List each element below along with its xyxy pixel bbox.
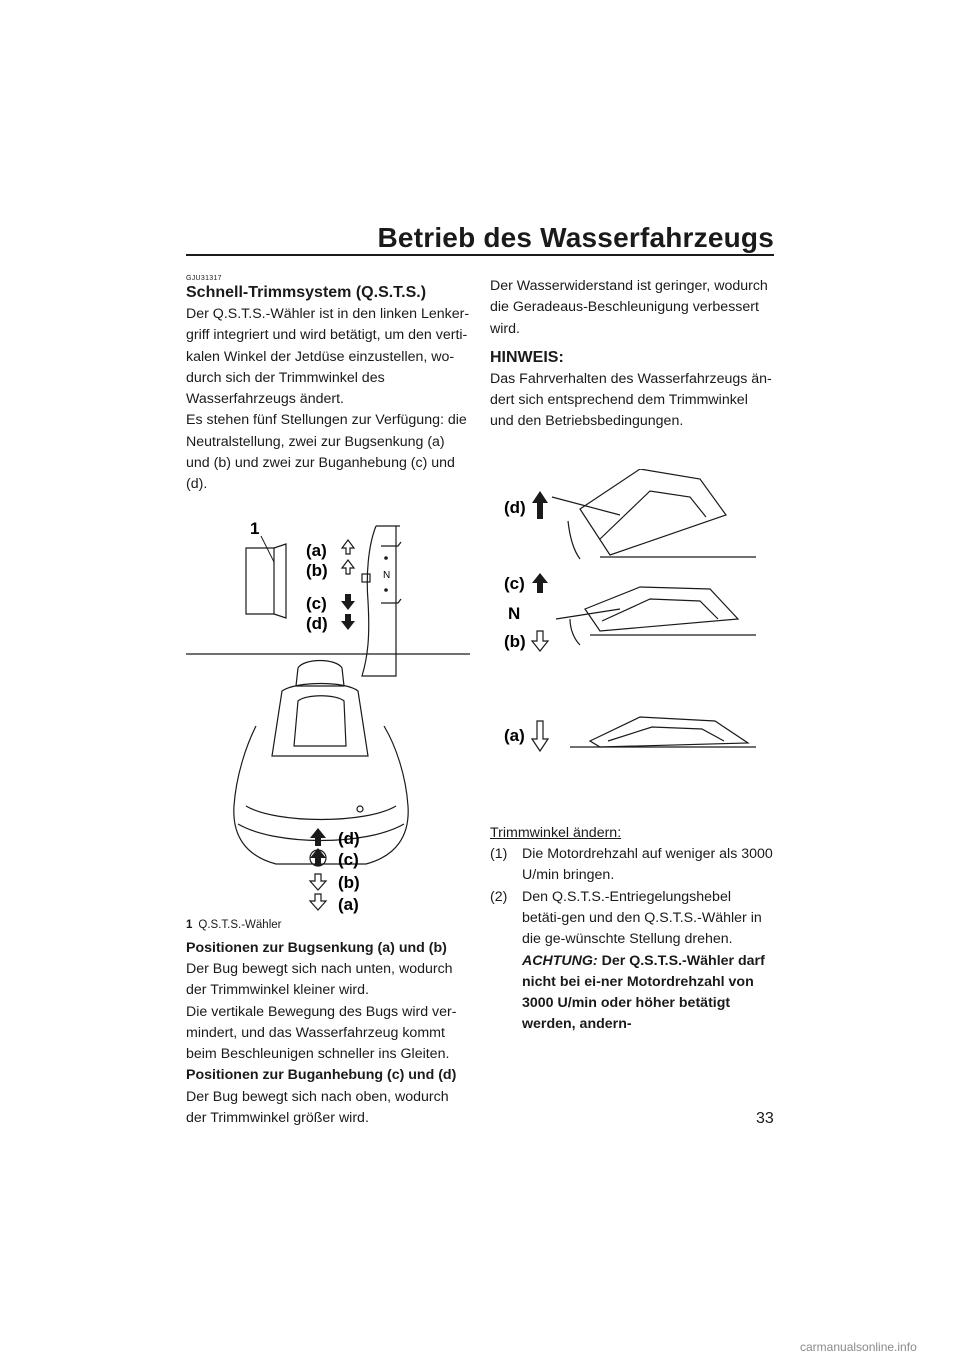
figure-caption — [186, 918, 470, 932]
arrow-up-outline-icon — [342, 540, 354, 574]
rear-arrow-down-icon — [310, 874, 326, 910]
page-number: 33 — [756, 1110, 774, 1127]
selector-figure — [186, 506, 470, 876]
rear-arrow-up-icon — [310, 828, 326, 866]
lowering-heading: Positionen zur Bugsenkung (a) und (b) — [186, 939, 447, 956]
section-code: GJU31317 — [186, 275, 222, 282]
arrow-down-solid-icon — [341, 594, 355, 630]
trim-arrow-a-icon — [532, 721, 548, 751]
raising-heading: Positionen zur Buganhebung (c) und (d) — [186, 1067, 457, 1084]
trim-label-a: (a) — [504, 725, 525, 745]
procedure-step — [490, 887, 774, 1036]
step-number: (1) — [490, 846, 508, 863]
trim-label-n: N — [508, 603, 521, 623]
title-rule — [186, 254, 774, 256]
switch-n-label: N — [383, 569, 391, 581]
rear-label-d: (d) — [338, 828, 360, 848]
label-c: (c) — [306, 593, 327, 613]
raising-text-2: Der Wasserwiderstand ist geringer, wodurch die Geradeaus-Beschleunigung verbessert wird. — [490, 278, 768, 337]
note-heading: HINWEIS: — [490, 348, 564, 366]
caption-text: Q.S.T.S.-Wähler — [198, 918, 282, 931]
step-text: Den Q.S.T.S.-Entriegelungshebel betäti-gen und den Q.S.T.S.-Wähler in die ge-wünschte Stellung drehen. — [522, 888, 762, 948]
procedure-step — [490, 844, 774, 887]
watermark: carmanualsonline.info — [800, 1340, 917, 1354]
warning-text: Der Q.S.T.S.-Wähler darf nicht bei ei-ner Motordrehzahl von 3000 U/min oder höher betätigt werden, andern- — [522, 952, 765, 1033]
label-d: (d) — [306, 613, 328, 633]
label-a: (a) — [306, 540, 327, 560]
trim-label-d: (d) — [504, 497, 526, 517]
trim-label-b: (b) — [504, 631, 526, 651]
warning-label: ACHTUNG: — [522, 952, 598, 969]
intro-paragraph-2: Es stehen fünf Stellungen zur Verfügung: die Neutralstellung, zwei zur Bugsenkung (a) und (b) und zwei zur Buganhebung (c) und (d). — [186, 412, 467, 493]
procedure-list — [490, 844, 774, 1036]
procedure-heading: Trimmwinkel ändern: — [490, 824, 622, 841]
trim-label-c: (c) — [504, 573, 525, 593]
note-text: Das Fahrverhalten des Wasserfahrzeugs än-dert sich entsprechend dem Trimmwinkel und den Betriebsbedingungen. — [490, 370, 772, 430]
left-column — [186, 275, 470, 1129]
step-number: (2) — [490, 888, 508, 905]
raising-text-1: Der Bug bewegt sich nach oben, wodurch der Trimmwinkel größer wird. — [186, 1088, 449, 1127]
trim-arrow-d-icon — [532, 491, 548, 519]
right-column — [490, 276, 774, 1036]
lowering-text-1: Der Bug bewegt sich nach unten, wodurch der Trimmwinkel kleiner wird. — [186, 960, 453, 999]
rear-label-c: (c) — [338, 849, 359, 869]
step-text: Die Motordrehzahl auf weniger als 3000 U/min bringen. — [522, 846, 773, 884]
section-heading: Schnell-Trimmsystem (Q.S.T.S.) — [186, 284, 427, 301]
lowering-text-2: Die vertikale Bewegung des Bugs wird ver-mindert, und das Wasserfahrzeug kommt beim Beschleunigen schneller ins Gleiten. — [186, 1003, 457, 1063]
caption-number: 1 — [186, 918, 193, 931]
rear-label-a: (a) — [338, 894, 359, 914]
page-title: Betrieb des Wasserfahrzeugs — [377, 222, 774, 253]
trim-arrow-b-icon — [532, 631, 548, 651]
label-b: (b) — [306, 560, 328, 580]
selector-figure-lower — [186, 870, 470, 916]
callout-1: 1 — [250, 518, 260, 538]
rear-label-b: (b) — [338, 872, 360, 892]
trim-angle-figure — [490, 469, 774, 809]
intro-paragraph-1: Der Q.S.T.S.-Wähler ist in den linken Lenker-griff integriert und wird betätigt, um den verti-kalen Winkel der Jetdüse einzustellen, wo-durch sich der Trimmwinkel des Wasserfahrzeugs ändert. — [186, 306, 470, 408]
trim-arrow-c-icon — [532, 573, 548, 593]
